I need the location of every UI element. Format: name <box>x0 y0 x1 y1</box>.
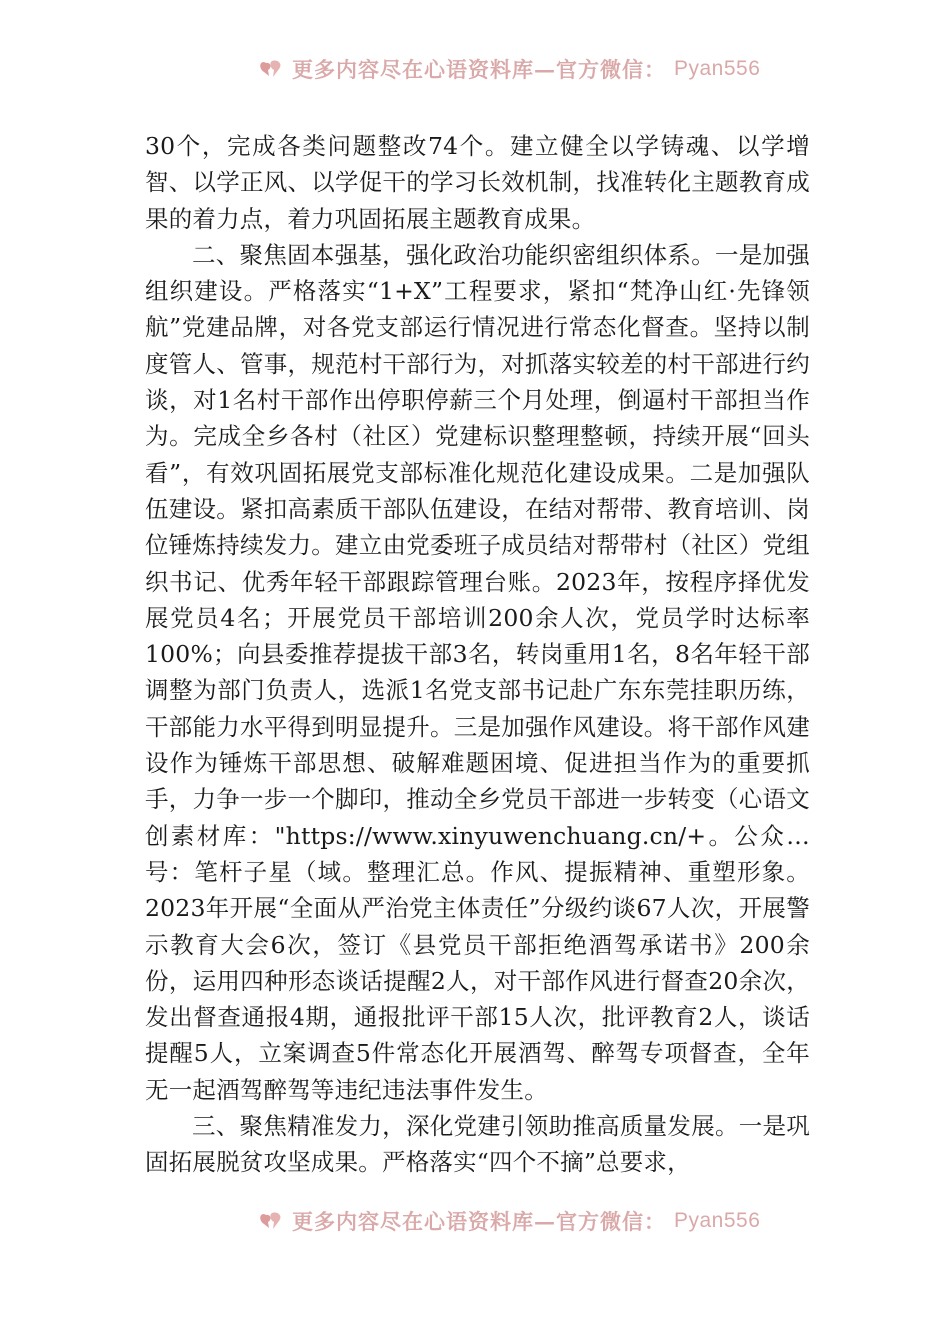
paragraph-3: 三、聚焦精准发力，深化党建引领助推高质量发展。一是巩固拓展脱贫攻坚成果。严格落实“四个不摘”总要求， <box>145 1112 810 1177</box>
footer-watermark-wechat: Pyan556 <box>674 1209 761 1232</box>
footer-watermark <box>258 1206 760 1236</box>
header-watermark <box>258 54 760 84</box>
paragraph-1: 30个，完成各类问题整改74个。建立健全以学铸魂、以学增智、以学正风、以学促干的学习长效机制，找准转化主题教育成果的着力点，着力巩固拓展主题教育成果。 <box>145 132 810 233</box>
footer-watermark-text: 更多内容尽在心语资料库—官方微信： <box>292 1209 666 1234</box>
header-watermark-text: 更多内容尽在心语资料库—官方微信： <box>292 57 666 82</box>
header-watermark-wechat: Pyan556 <box>674 57 761 80</box>
heart-logo-icon <box>258 58 284 80</box>
document-body <box>145 128 810 1181</box>
paragraph-2: 二、聚焦固本强基，强化政治功能织密组织体系。一是加强组织建设。严格落实“1+X”工程要求，紧扣“梵净山红·先锋领航”党建品牌，对各党支部运行情况进行常态化督查。坚持以制度管人、管事，规范村干部行为，对抓落实较差的村干部进行约谈，对1名村干部作出停职停薪三个月处理，倒逼村干部担当作为。完成全乡各村（社区）党建标识整理整顿，持续开展“回头看”，有效巩固拓展党支部标准化规范化建设成果。二是加强队伍建设。紧扣高素质干部队伍建设，在结对帮带、教育培训、岗位锤炼持续发力。建立由党委班子成员结对帮带村（社区）党组织书记、优秀年轻干部跟踪管理台账。2023年，按程序择优发展党员4名；开展党员干部培训200余人次，党员学时达标率100%；向县委推荐提拔干部3名，转岗重用1名，8名年轻干部调整为部门负责人，选派1名党支部书记赴广东东莞挂职历练，干部能力水平得到明显提升。三是加强作风建设。将干部作风建设作为锤炼干部思想、破解难题困境、促进担当作为的重要抓手，力争一步一个脚印，推动全乡党员干部进一步转变（心语文创素材库："https://www.xinyuwenchuang.cn/+。公众…号：笔杆子星（域。整理汇总。作风、提振精神、重塑形象。2023年开展“全面从严治党主体责任”分级约谈67人次，开展警示教育大会6次，签订《县党员干部拒绝酒驾承诺书》200余份，运用四种形态谈话提醒2人，对干部作风进行督查20余次，发出督查通报4期，通报批评干部15人次，批评教育2人，谈话提醒5人，立案调查5件常态化开展酒驾、醉驾专项督查，全年无一起酒驾醉驾等违纪违法事件发生。 <box>145 240 810 1104</box>
heart-logo-icon <box>258 1210 284 1232</box>
